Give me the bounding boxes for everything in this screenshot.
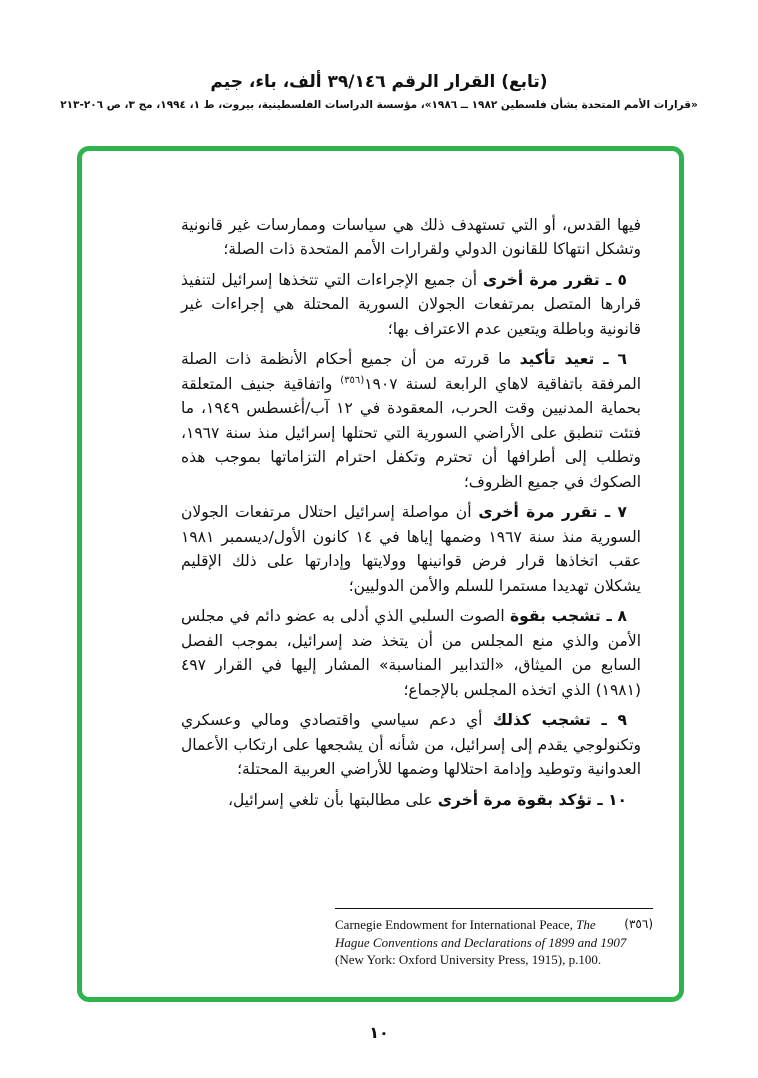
paragraph-text: فيها القدس، أو التي تستهدف ذلك هي سياسات وممارسات غير قانونية وتشكل انتهاكا للقانون الدولي ولقرارات الأمم المتحدة ذات الصلة؛	[181, 216, 641, 259]
paragraph-lead: ٨ ـ تشجب بقوة	[509, 607, 627, 626]
paragraph-text: ما قررته من أن جميع أحكام الأنظمة ذات الصلة المرفقة باتفاقية لاهاي الرابعة لسنة ١٩٠٧	[181, 350, 641, 393]
page-header	[0, 72, 758, 111]
resolution-title: (تابع) القرار الرقم ٣٩/١٤٦ ألف، باء، جيم	[210, 72, 548, 92]
footnote-reference: (٣٥٦)	[340, 374, 365, 386]
paragraph-10	[181, 788, 641, 812]
paragraph-text: أن جميع الإجراءات التي تتخذها إسرائيل لتنفيذ قرارها المتصل بمرتفعات الجولان السورية المحتلة هي إجراءات غير قانونية وباطلة ويتعين عدم الاعتراف بها؛	[181, 270, 641, 338]
paragraph-lead: ٥ ـ تقرر مرة أخرى	[482, 270, 627, 289]
footnote-text-tail: (New York: Oxford University Press, 1915), p.100.	[335, 952, 602, 968]
resolution-body	[181, 213, 641, 812]
paragraph-8	[181, 604, 641, 702]
paragraph-text: الصوت السلبي الذي أدلى به عضو دائم في مجلس الأمن والذي منع المجلس من أن يتخذ ضد إسرائيل، بموجب الفصل السابع من الميثاق، «التدابير المناسبة» المشار إليها في القرار ٤٩٧ (١٩٨١) الذي اتخذه المجلس بالإجماع؛	[181, 607, 641, 699]
footnote-block	[335, 908, 653, 969]
paragraph-text: أي دعم سياسي واقتصادي ومالي وعسكري وتكنولوجي يقدم إلى إسرائيل، من شأنه أن يشجعها على ارتكاب الأعمال العدوانية وتوطيد وإدامة احتلالها وضمها للأراضي العربية المحتلة؛	[181, 711, 641, 779]
paragraph-continuation	[181, 213, 641, 262]
paragraph-6	[181, 347, 641, 494]
paragraph-text: واتفاقية جنيف المتعلقة بحماية المدنيين وقت الحرب، المعقودة في ١٢ آب/أغسطس ١٩٤٩، ما فتئت تنطبق على الأراضي السورية التي تحتلها إسرائيل منذ سنة ١٩٦٧، وتطلب إلى أطرافها أن تحترم وتكفل احترام التزاماتها بموجب هذه الصكوك في جميع الظروف؛	[181, 374, 641, 491]
paragraph-lead: ٧ ـ تقرر مرة أخرى	[478, 503, 627, 522]
footnote-marker: (٣٥٦)	[624, 917, 653, 932]
paragraph-9	[181, 708, 641, 781]
source-citation: «قرارات الأمم المتحدة بشأن فلسطين ١٩٨٢ ــ ١٩٨٦»، مؤسسة الدراسات الفلسطينية، بيروت، ط ١، ١٩٩٤، مج ٣، ص ٢٠٦-٢١٣	[60, 99, 698, 111]
document-frame	[77, 146, 684, 1002]
paragraph-7	[181, 500, 641, 598]
page-number: ١٠	[369, 1023, 389, 1042]
paragraph-text: أن مواصلة إسرائيل احتلال مرتفعات الجولان السورية منذ سنة ١٩٦٧ وضمها إياها في ١٤ كانون الأول/ديسمبر ١٩٨١ عقب اتخاذها قرار فرض قوانينها وولايتها وإدارتها على ذلك الإقليم يشكلان تهديدا مستمرا للسلم والأمن الدوليين؛	[181, 503, 641, 595]
paragraph-5	[181, 268, 641, 341]
footnote-title-italic: The Hague Conventions and Declarations of 1899 and 1907	[335, 917, 627, 950]
paragraph-text: على مطالبتها بأن تلغي إسرائيل،	[227, 790, 433, 809]
paragraph-lead: ٦ ـ تعيد تأكيد	[519, 350, 627, 369]
paragraph-lead: ١٠ ـ تؤكد بقوة مرة أخرى	[437, 790, 627, 809]
footnote-text: Carnegie Endowment for International Peace,	[335, 917, 577, 933]
paragraph-lead: ٩ ـ تشجب كذلك	[492, 711, 627, 730]
